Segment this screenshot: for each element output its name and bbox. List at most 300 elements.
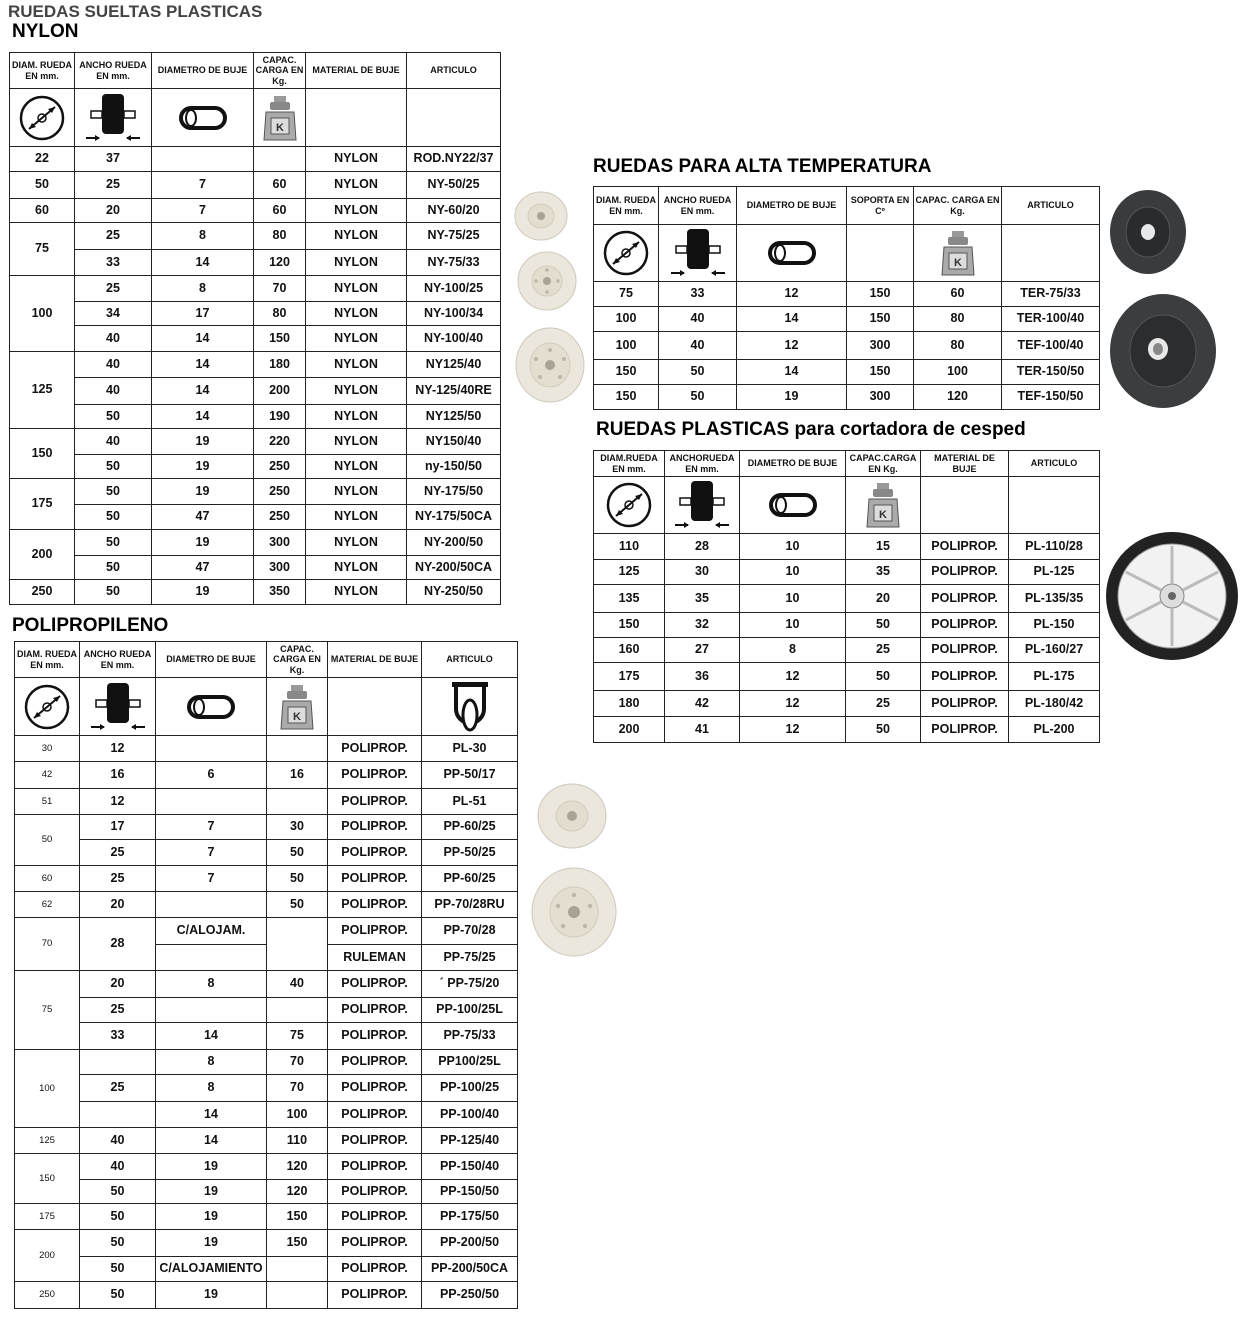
table-cell (80, 1050, 156, 1075)
table-cell: PP-125/40 (422, 1128, 518, 1154)
table-cell: 190 (254, 405, 306, 429)
table-cell: 10 (740, 585, 846, 613)
table-cell: 60 (15, 866, 80, 892)
header-cell: MATERIAL DE BUJE (921, 451, 1009, 477)
table-row (10, 352, 501, 378)
table-row (15, 1050, 518, 1075)
table-cell: 150 (594, 360, 659, 385)
table-cell: 200 (15, 1230, 80, 1282)
table-cell: 37 (75, 147, 152, 172)
cortadora-title: RUEDAS PLASTICAS para cortadora de cesped (596, 419, 1026, 440)
table-cell: 150 (15, 1154, 80, 1204)
table-cell: 19 (156, 1204, 267, 1230)
table-cell: 250 (10, 580, 75, 605)
table-cell: 150 (254, 326, 306, 352)
table-cell: POLIPROP. (328, 1050, 422, 1075)
table-cell: NY-100/40 (407, 326, 501, 352)
table-cell: 19 (156, 1154, 267, 1180)
page-title: RUEDAS SUELTAS PLASTICAS (8, 2, 263, 21)
table-row (10, 199, 501, 223)
table-cell: NYLON (306, 147, 407, 172)
table-cell: 50 (267, 892, 328, 918)
table-cell: 80 (254, 302, 306, 326)
table-cell: 300 (254, 556, 306, 580)
table-cell: ROD.NY22/37 (407, 147, 501, 172)
table-cell: 40 (659, 307, 737, 332)
table-cell: 12 (737, 282, 847, 307)
table-cell: 350 (254, 580, 306, 605)
table-cell: POLIPROP. (921, 534, 1009, 560)
table-cell: 19 (152, 429, 254, 455)
table-cell (254, 147, 306, 172)
table-cell: 125 (594, 560, 665, 585)
table-cell: 15 (846, 534, 921, 560)
table-cell: 8 (740, 638, 846, 663)
header-cell: ARTICULO (422, 642, 518, 678)
table-cell: 14 (152, 352, 254, 378)
table-cell: 60 (254, 172, 306, 199)
table-cell: 34 (75, 302, 152, 326)
table-cell: 120 (267, 1154, 328, 1180)
table-row (10, 455, 501, 479)
table-cell: 19 (152, 580, 254, 605)
header-cell: DIAMETRO DE BUJE (156, 642, 267, 678)
table-cell: POLIPROP. (328, 1204, 422, 1230)
table-cell: 40 (267, 971, 328, 998)
table-cell: 150 (847, 282, 914, 307)
table-cell (156, 736, 267, 762)
table-cell: 250 (15, 1282, 80, 1309)
table-cell: 8 (156, 971, 267, 998)
icon-row (594, 225, 1100, 282)
dark-high-temp-wheel-image (1108, 292, 1218, 410)
table-row (594, 385, 1100, 410)
table-cell: 50 (846, 717, 921, 743)
header-cell: CAPAC. CARGA EN Kg. (267, 642, 328, 678)
table-cell: 35 (665, 585, 740, 613)
weight-capacity-icon (267, 683, 327, 731)
weight-capacity-icon (254, 94, 305, 142)
header-cell: DIAM. RUEDA EN mm. (10, 53, 75, 89)
table-cell: 150 (267, 1230, 328, 1257)
header-cell: SOPORTA EN Cº (847, 187, 914, 225)
table-row (15, 1180, 518, 1204)
table-cell: 40 (80, 1154, 156, 1180)
table-cell: 47 (152, 505, 254, 530)
table-row (15, 1075, 518, 1102)
table-row (15, 762, 518, 789)
table-cell: 33 (80, 1023, 156, 1050)
table-row (594, 307, 1100, 332)
table-cell: 41 (665, 717, 740, 743)
table-cell: 160 (594, 638, 665, 663)
table-row (10, 276, 501, 302)
table-cell: C/ALOJAM. (156, 918, 267, 945)
table-cell: 100 (594, 307, 659, 332)
table-cell: POLIPROP. (328, 971, 422, 998)
table-cell: 220 (254, 429, 306, 455)
table-cell: TER-75/33 (1002, 282, 1100, 307)
table-cell: POLIPROP. (921, 613, 1009, 638)
table-cell: PP-70/28 (422, 918, 518, 945)
table-cell: 50 (267, 840, 328, 866)
table-cell: 50 (80, 1282, 156, 1309)
table-cell: PP-150/40 (422, 1154, 518, 1180)
table-cell: POLIPROP. (328, 1230, 422, 1257)
table-cell: PP100/25L (422, 1050, 518, 1075)
table-cell (267, 1282, 328, 1309)
icon-row (594, 477, 1100, 534)
table-cell: POLIPROP. (921, 585, 1009, 613)
bushing-diameter-icon (740, 492, 845, 518)
table-row (594, 585, 1100, 613)
header-row (10, 53, 501, 89)
table-cell: 110 (594, 534, 665, 560)
table-cell: 150 (594, 613, 665, 638)
table-cell: PP-175/50 (422, 1204, 518, 1230)
header-cell: DIAM. RUEDA EN mm. (594, 187, 659, 225)
table-cell: NY-100/25 (407, 276, 501, 302)
table-cell: POLIPROP. (328, 918, 422, 945)
table-cell: 14 (152, 326, 254, 352)
table-cell: 75 (267, 1023, 328, 1050)
table-cell: 135 (594, 585, 665, 613)
table-cell (267, 789, 328, 815)
weight-capacity-icon (914, 229, 1001, 277)
table-row (594, 663, 1100, 691)
table-cell: 80 (254, 223, 306, 250)
table-cell: RULEMAN (328, 945, 422, 971)
table-cell: POLIPROP. (328, 1102, 422, 1128)
table-cell: NY-75/25 (407, 223, 501, 250)
table-cell: PP-200/50CA (422, 1257, 518, 1282)
table-cell: 50 (75, 479, 152, 505)
table-cell: 17 (80, 815, 156, 840)
table-row (15, 1282, 518, 1309)
table-cell: 12 (737, 332, 847, 360)
table-cell: 8 (156, 1075, 267, 1102)
table-row (10, 530, 501, 556)
table-row (15, 998, 518, 1023)
table-cell: 7 (152, 172, 254, 199)
table-cell: PP-50/17 (422, 762, 518, 789)
table-cell: ny-150/50 (407, 455, 501, 479)
table-cell: 50 (80, 1230, 156, 1257)
svg-text:K: K (879, 509, 887, 521)
header-cell: MATERIAL DE BUJE (328, 642, 422, 678)
header-cell: ARTICULO (1002, 187, 1100, 225)
header-cell: DIAM. RUEDA EN mm. (15, 642, 80, 678)
table-cell: 36 (665, 663, 740, 691)
wheel-diameter-icon (10, 94, 74, 142)
table-cell: 250 (254, 479, 306, 505)
table-cell: POLIPROP. (921, 663, 1009, 691)
table-cell: POLIPROP. (921, 638, 1009, 663)
table-cell: 300 (254, 530, 306, 556)
table-cell: PP-100/25L (422, 998, 518, 1023)
table-cell: 50 (846, 613, 921, 638)
table-cell (267, 918, 328, 971)
table-cell: 120 (914, 385, 1002, 410)
table-cell: 28 (80, 918, 156, 971)
table-cell: 7 (156, 866, 267, 892)
header-cell: ANCHORUEDA EN mm. (665, 451, 740, 477)
table-row (594, 717, 1100, 743)
table-cell: 50 (659, 385, 737, 410)
table-cell: PP-75/25 (422, 945, 518, 971)
table-cell: 175 (10, 479, 75, 530)
table-row (15, 1128, 518, 1154)
table-cell: 60 (914, 282, 1002, 307)
table-cell: 25 (75, 223, 152, 250)
table-cell: NYLON (306, 276, 407, 302)
table-cell: POLIPROP. (328, 1128, 422, 1154)
table-cell: 7 (152, 199, 254, 223)
table-cell: NYLON (306, 223, 407, 250)
table-cell: 25 (80, 1075, 156, 1102)
table-cell: PL-180/42 (1009, 691, 1100, 717)
table-cell: C/ALOJAMIENTO (156, 1257, 267, 1282)
table-cell: 50 (75, 556, 152, 580)
table-cell: 70 (15, 918, 80, 971)
table-cell: 25 (80, 840, 156, 866)
table-cell: 10 (740, 560, 846, 585)
svg-text:K: K (953, 257, 962, 269)
table-row (15, 971, 518, 998)
table-cell: POLIPROP. (328, 1257, 422, 1282)
table-row (594, 282, 1100, 307)
weight-capacity-icon (846, 481, 920, 529)
caster-fork-icon (422, 680, 517, 734)
table-cell: 50 (846, 663, 921, 691)
icon-row (10, 89, 501, 147)
table-cell: 40 (75, 378, 152, 405)
table-cell: POLIPROP. (328, 892, 422, 918)
table-cell: 16 (267, 762, 328, 789)
table-row (15, 736, 518, 762)
table-cell: POLIPROP. (328, 1154, 422, 1180)
table-cell: POLIPROP. (328, 1075, 422, 1102)
table-cell: TER-100/40 (1002, 307, 1100, 332)
table-cell: 27 (665, 638, 740, 663)
table-row (594, 360, 1100, 385)
table-cell: PL-51 (422, 789, 518, 815)
table-cell: NY-100/34 (407, 302, 501, 326)
table-cell: 20 (846, 585, 921, 613)
table-cell: 150 (847, 307, 914, 332)
bushing-diameter-icon (737, 240, 846, 266)
table-cell: NYLON (306, 455, 407, 479)
table-cell: PL-175 (1009, 663, 1100, 691)
white-nylon-wheel-image (516, 250, 578, 312)
table-cell: 19 (152, 530, 254, 556)
table-cell: NY-50/25 (407, 172, 501, 199)
table-row (10, 302, 501, 326)
table-cell: NYLON (306, 429, 407, 455)
table-cell: 12 (740, 663, 846, 691)
table-cell: NYLON (306, 302, 407, 326)
table-cell: POLIPROP. (328, 1023, 422, 1050)
dark-high-temp-wheel-image (1108, 188, 1188, 276)
cortadora-table (593, 450, 1100, 743)
header-cell: DIAM.RUEDA EN mm. (594, 451, 665, 477)
table-cell: NY-175/50 (407, 479, 501, 505)
table-cell: 19 (156, 1230, 267, 1257)
table-cell: 200 (594, 717, 665, 743)
table-cell: 50 (75, 530, 152, 556)
table-cell (156, 945, 267, 971)
table-cell: NYLON (306, 556, 407, 580)
table-cell: POLIPROP. (328, 736, 422, 762)
white-nylon-wheel-image (513, 190, 569, 242)
table-cell: 33 (659, 282, 737, 307)
table-cell: NY-75/33 (407, 250, 501, 276)
table-cell: 125 (10, 352, 75, 429)
table-cell: 50 (659, 360, 737, 385)
table-cell: 200 (10, 530, 75, 580)
table-cell: 50 (80, 1180, 156, 1204)
table-cell: 25 (80, 866, 156, 892)
table-cell: 20 (80, 892, 156, 918)
table-cell: 10 (740, 534, 846, 560)
table-cell: POLIPROP. (921, 717, 1009, 743)
svg-text:K: K (275, 121, 284, 134)
table-cell: TEF-150/50 (1002, 385, 1100, 410)
table-cell: 250 (254, 455, 306, 479)
table-row (15, 840, 518, 866)
table-cell: 70 (254, 276, 306, 302)
table-cell: 180 (254, 352, 306, 378)
table-cell: 7 (156, 815, 267, 840)
table-cell: 19 (737, 385, 847, 410)
table-cell (267, 1257, 328, 1282)
header-cell: CAPAC. CARGA EN Kg. (254, 53, 306, 89)
table-cell: 70 (267, 1050, 328, 1075)
table-row (15, 815, 518, 840)
table-row (10, 223, 501, 250)
table-cell: 42 (15, 762, 80, 789)
table-cell: 300 (847, 332, 914, 360)
nylon-title: NYLON (12, 21, 79, 42)
table-cell: 12 (80, 736, 156, 762)
table-cell: 100 (267, 1102, 328, 1128)
table-cell: NYLON (306, 405, 407, 429)
table-row (594, 332, 1100, 360)
header-row (594, 451, 1100, 477)
table-cell: 50 (75, 580, 152, 605)
table-cell: 25 (75, 172, 152, 199)
table-cell: 100 (10, 276, 75, 352)
table-cell: PL-150 (1009, 613, 1100, 638)
table-cell: 40 (80, 1128, 156, 1154)
table-cell: 51 (15, 789, 80, 815)
table-cell: 40 (75, 429, 152, 455)
table-cell: NY125/50 (407, 405, 501, 429)
table-row (15, 918, 518, 945)
table-row (10, 147, 501, 172)
table-cell: PL-110/28 (1009, 534, 1100, 560)
table-cell: NY-200/50 (407, 530, 501, 556)
table-cell: NYLON (306, 172, 407, 199)
table-cell: NYLON (306, 250, 407, 276)
table-cell: 120 (254, 250, 306, 276)
alta-temperatura-title: RUEDAS PARA ALTA TEMPERATURA (593, 156, 932, 177)
table-cell: 14 (152, 378, 254, 405)
table-cell: PL-125 (1009, 560, 1100, 585)
table-cell: 30 (15, 736, 80, 762)
table-row (15, 1154, 518, 1180)
table-cell: 50 (75, 455, 152, 479)
header-row (594, 187, 1100, 225)
table-cell: NYLON (306, 378, 407, 405)
table-cell: 35 (846, 560, 921, 585)
table-cell: 75 (15, 971, 80, 1050)
table-cell: PP-150/50 (422, 1180, 518, 1204)
table-row (15, 1023, 518, 1050)
table-row (15, 1102, 518, 1128)
table-cell: 20 (75, 199, 152, 223)
table-cell: PL-200 (1009, 717, 1100, 743)
header-cell: DIAMETRO DE BUJE (740, 451, 846, 477)
table-cell: 125 (15, 1128, 80, 1154)
polipropileno-table (14, 641, 518, 1309)
table-cell: 70 (267, 1075, 328, 1102)
table-cell: 14 (737, 307, 847, 332)
table-cell: 50 (15, 815, 80, 866)
table-cell: PP-100/25 (422, 1075, 518, 1102)
table-cell (267, 736, 328, 762)
table-cell: 175 (15, 1204, 80, 1230)
table-cell: 150 (10, 429, 75, 479)
wheel-diameter-icon (15, 683, 79, 731)
table-row (15, 789, 518, 815)
white-polyprop-wheel-image (530, 866, 618, 958)
table-cell: 180 (594, 691, 665, 717)
table-cell: 8 (152, 223, 254, 250)
table-row (10, 429, 501, 455)
table-cell: 14 (737, 360, 847, 385)
wheel-width-icon (75, 92, 151, 144)
table-cell: 50 (75, 405, 152, 429)
header-cell: MATERIAL DE BUJE (306, 53, 407, 89)
table-row (10, 326, 501, 352)
table-cell: 12 (80, 789, 156, 815)
table-cell: 120 (267, 1180, 328, 1204)
table-cell: 60 (254, 199, 306, 223)
table-row (594, 691, 1100, 717)
header-cell: CAPAC.CARGA EN Kg. (846, 451, 921, 477)
table-cell: 100 (15, 1050, 80, 1128)
table-cell: TER-150/50 (1002, 360, 1100, 385)
table-cell: POLIPROP. (328, 762, 422, 789)
table-cell: TEF-100/40 (1002, 332, 1100, 360)
header-row (15, 642, 518, 678)
table-row (15, 866, 518, 892)
wheel-diameter-icon (594, 229, 658, 277)
table-cell: 100 (594, 332, 659, 360)
header-cell: CAPAC. CARGA EN Kg. (914, 187, 1002, 225)
table-cell: 42 (665, 691, 740, 717)
table-cell: 14 (156, 1102, 267, 1128)
table-cell: NY-250/50 (407, 580, 501, 605)
svg-text:K: K (293, 710, 301, 723)
table-cell: 75 (594, 282, 659, 307)
wheel-width-icon (659, 227, 736, 279)
table-cell: 60 (10, 199, 75, 223)
white-polyprop-wheel-image (536, 782, 608, 850)
table-cell: PP-70/28RU (422, 892, 518, 918)
table-cell: NY125/40 (407, 352, 501, 378)
